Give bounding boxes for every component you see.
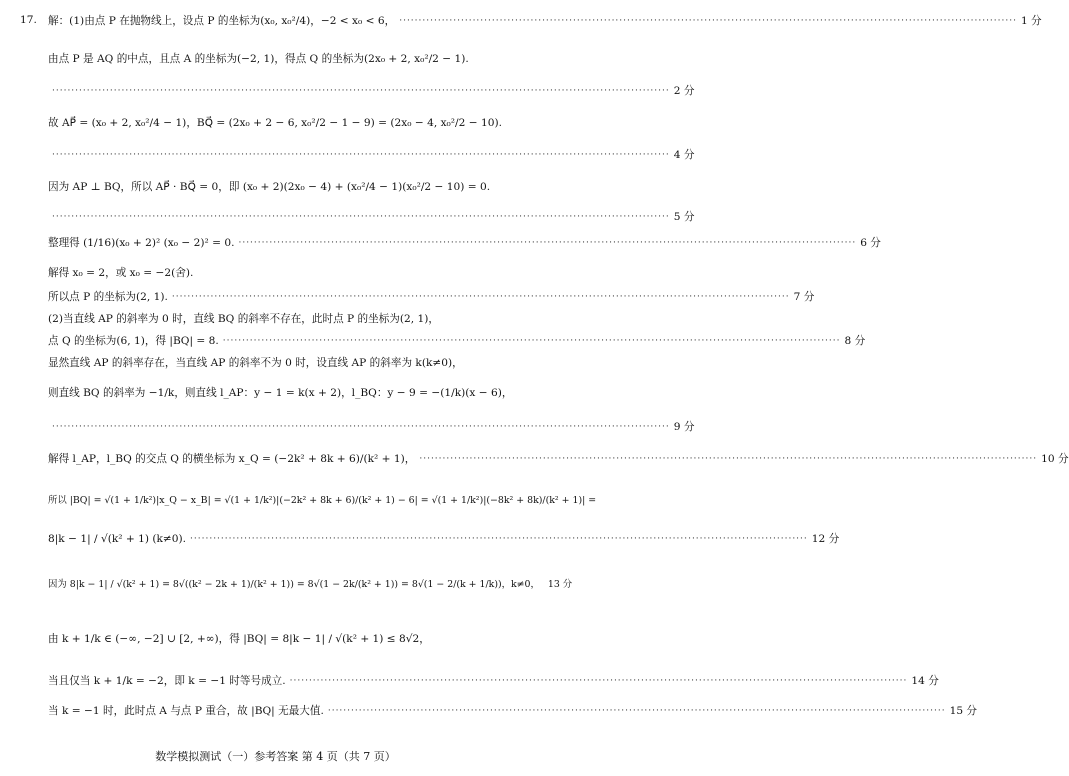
leader-dots [290,674,908,688]
line-text: 因为 AP ⊥ BQ，所以 AP⃗ · BQ⃗ = 0，即 (x₀ + 2)(2x₀ − 4) + (x₀²/4 − 1)(x₀²/2 − 10) = 0. [48,181,491,193]
line-text: 由 k + 1/k ∈ (−∞, −2] ∪ [2, +∞)，得 |BQ| = 8|k − 1| / √(k² + 1) ≤ 8√2， [48,633,430,645]
solution-line [48,266,521,280]
line-text: 由点 P 是 AQ 的中点，且点 A 的坐标为(−2, 1)，得点 Q 的坐标为(2x₀ + 2, x₀²/2 − 1). [48,53,469,65]
score-mark: 13 分 [547,579,573,590]
solution-line [48,632,521,646]
solution-line [48,148,695,162]
solution-line [48,334,866,348]
leader-dots [52,148,670,162]
line-text: 8|k − 1| / √(k² + 1) (k≠0). [48,533,187,545]
solution-line [48,578,573,592]
solution-line [48,452,1069,466]
solution-line [48,386,521,400]
score-mark: 8 分 [844,335,866,347]
line-text: 整理得 (1/16)(x₀ + 2)² (x₀ − 2)² = 0. [48,237,235,249]
solution-line [48,116,521,130]
score-mark: 5 分 [673,211,695,223]
solution-line [48,704,978,718]
line-text: 故 AP⃗ = (x₀ + 2, x₀²/4 − 1)，BQ⃗ = (2x₀ + 2 − 6, x₀²/2 − 1 − 9) = (2x₀ − 4, x₀²/2 − 10). [48,117,502,129]
leader-dots [399,14,1017,28]
leader-dots [52,210,670,224]
solution-line [48,312,521,326]
line-text: 点 Q 的坐标为(6, 1)，得 |BQ| = 8. [48,335,219,347]
score-mark: 10 分 [1041,453,1069,465]
line-text: 解得 x₀ = 2，或 x₀ = −2(舍). [48,267,194,279]
line-text: 因为 8|k − 1| / √(k² + 1) = 8√((k² − 2k + 1)/(k² + 1)) = 8√(1 − 2k/(k² + 1)) = 8√(1 − 2/(k + 1/k))，k≠0， [48,579,540,590]
line-text: 所以点 P 的坐标为(2, 1). [48,291,168,303]
score-mark: 12 分 [811,533,840,545]
solution-line [48,420,695,434]
line-text: 当 k = −1 时，此时点 A 与点 P 重合，故 |BQ| 无最大值. [48,705,324,717]
solution-line [48,674,939,688]
page-footer: 数学模拟测试（一）参考答案 第 4 页（共 7 页） [155,750,396,763]
line-text: 解：(1)由点 P 在抛物线上，设点 P 的坐标为(x₀, x₀²/4)，−2 < x₀ < 6， [48,15,396,27]
line-text: 显然直线 AP 的斜率存在，当直线 AP 的斜率不为 0 时，设直线 AP 的斜率为 k(k≠0)， [48,357,463,369]
leader-dots [223,334,841,348]
leader-dots [238,236,856,250]
leader-dots [52,420,670,434]
line-text: (2)当直线 AP 的斜率为 0 时，直线 BQ 的斜率不存在，此时点 P 的坐标为(2, 1)， [48,313,439,325]
solution-line [48,356,521,370]
score-mark: 15 分 [949,705,978,717]
score-mark: 4 分 [673,149,695,161]
solution-line [48,84,695,98]
solution-line [48,14,1042,28]
leader-dots [328,704,946,718]
leader-dots [172,290,790,304]
leader-dots [190,532,808,546]
line-text: 解得 l_AP，l_BQ 的交点 Q 的横坐标为 x_Q = (−2k² + 8k + 6)/(k² + 1)， [48,453,416,465]
score-mark: 6 分 [860,237,881,249]
solution-line [48,494,597,508]
question-number: 17. [20,14,37,26]
solution-line [48,532,840,546]
score-mark: 2 分 [673,85,695,97]
solution-line [48,290,815,304]
score-mark: 7 分 [793,291,815,303]
line-text: 当且仅当 k + 1/k = −2，即 k = −1 时等号成立. [48,675,286,687]
solution-line [48,52,521,66]
line-text: 所以 |BQ| = √(1 + 1/k²)|x_Q − x_B| = √(1 + 1/k²)|(−2k² + 8k + 6)/(k² + 1) − 6| = √(1 + 1/k²)|(−8k² + 8k)/(k² + 1)| = [48,495,597,506]
score-mark: 14 分 [911,675,939,687]
score-mark: 1 分 [1020,15,1042,27]
leader-dots [419,452,1037,466]
solution-line [48,236,881,250]
leader-dots [52,84,670,98]
score-mark: 9 分 [673,421,695,433]
solution-line [48,210,695,224]
solution-line [48,180,521,194]
line-text: 则直线 BQ 的斜率为 −1/k，则直线 l_AP：y − 1 = k(x + 2)，l_BQ：y − 9 = −(1/k)(x − 6)， [48,387,513,399]
